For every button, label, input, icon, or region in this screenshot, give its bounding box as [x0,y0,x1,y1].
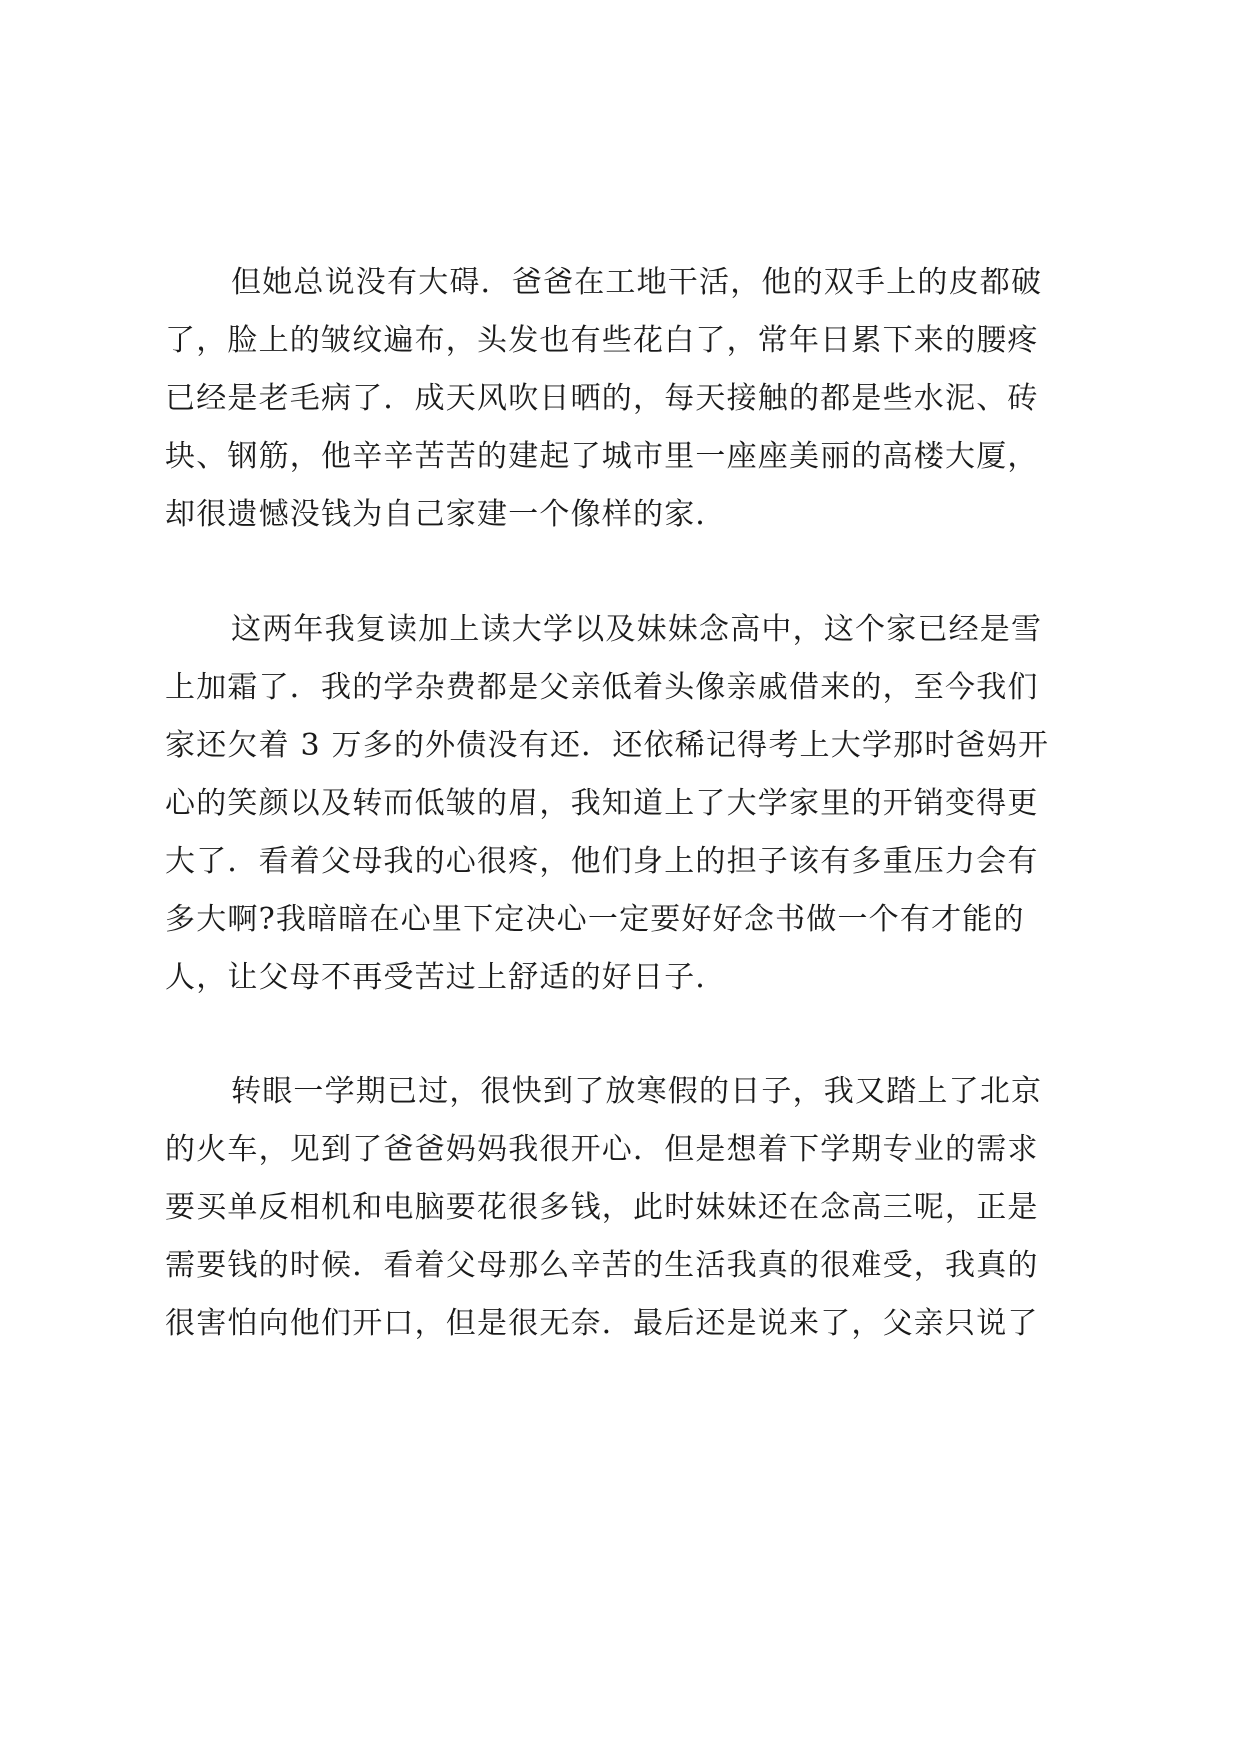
paragraph-line: 人，让父母不再受苦过上舒适的好日子． [165,960,727,995]
paragraph-line: 上加霜了．我的学杂费都是父亲低着头像亲戚借来的，至今我们 [165,670,1039,705]
paragraph-line: 块、钢筋，他辛辛苦苦的建起了城市里一座座美丽的高楼大厦， [165,439,1039,474]
paragraph-line: 已经是老毛病了．成天风吹日晒的，每天接触的都是些水泥、砖 [165,381,1039,416]
paragraph-line: 的火车，见到了爸爸妈妈我很开心．但是想着下学期专业的需求 [165,1132,1039,1167]
paragraph-line: 要买单反相机和电脑要花很多钱，此时妹妹还在念高三呢，正是 [165,1190,1039,1225]
paragraph-line: 这两年我复读加上读大学以及妹妹念高中，这个家已经是雪 [231,612,1043,647]
paragraph-line: 家还欠着 3 万多的外债没有还．还依稀记得考上大学那时爸妈开 [165,728,1050,763]
paragraph-line: 转眼一学期已过，很快到了放寒假的日子，我又踏上了北京 [231,1074,1043,1109]
paragraph-line: 却很遗憾没钱为自己家建一个像样的家． [165,497,727,532]
paragraph-line: 但她总说没有大碍．爸爸在工地干活，他的双手上的皮都破 [231,265,1043,300]
paragraph-line: 心的笑颜以及转而低皱的眉，我知道上了大学家里的开销变得更 [165,786,1039,821]
paragraph-line: 大了．看着父母我的心很疼，他们身上的担子该有多重压力会有 [165,844,1039,879]
paragraph-line: 了，脸上的皱纹遍布，头发也有些花白了，常年日累下来的腰疼 [165,323,1039,358]
paragraph-line: 多大啊?我暗暗在心里下定决心一定要好好念书做一个有才能的 [165,902,1025,937]
paragraph-line: 很害怕向他们开口，但是很无奈．最后还是说来了，父亲只说了 [165,1306,1039,1341]
paragraph-line: 需要钱的时候．看着父母那么辛苦的生活我真的很难受，我真的 [165,1248,1039,1283]
